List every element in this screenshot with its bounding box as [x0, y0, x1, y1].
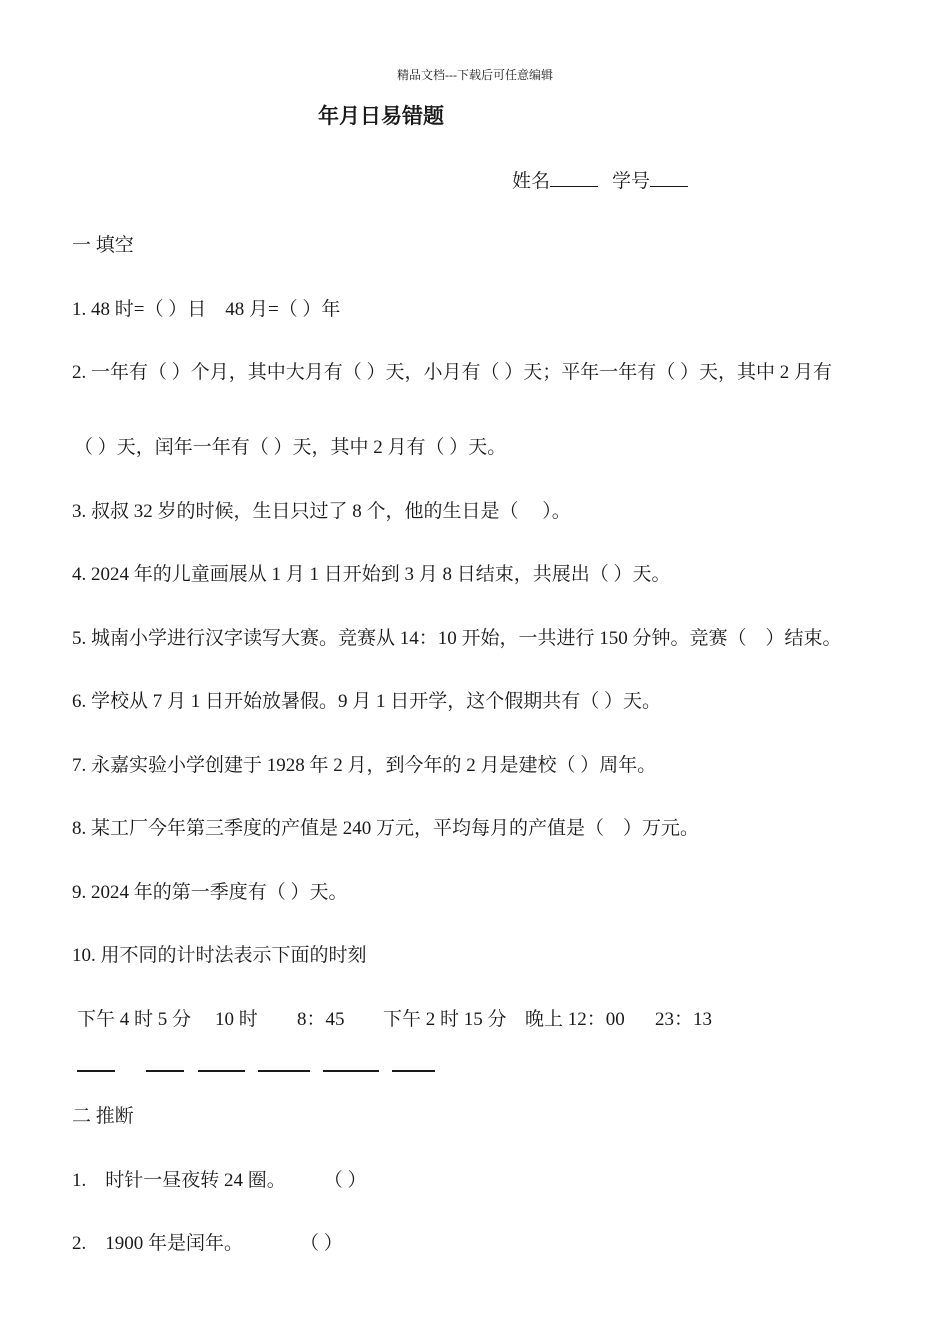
question-2-line-1: 2. 一年有（ ）个月，其中大月有（ ）天，小月有（ ）天；平年一年有（ ）天，其中 2 月有	[72, 362, 833, 383]
answer-line[interactable]	[146, 1070, 184, 1072]
judge-question-2: 2. 1900 年是闰年。 （ ）	[72, 1233, 343, 1254]
question-3: 3. 叔叔 32 岁的时候，生日只过了 8 个，他的生日是（ ）。	[72, 501, 571, 522]
time-item: 23：13	[655, 1009, 713, 1030]
question-10: 10. 用不同的计时法表示下面的时刻	[72, 945, 367, 966]
time-list	[77, 1004, 712, 1031]
page-title: 年月日易错题	[318, 104, 444, 128]
question-5: 5. 城南小学进行汉字读写大赛。竞赛从 14：10 开始，一共进行 150 分钟。竞赛（ ）结束。	[72, 628, 842, 649]
name-label: 姓名	[512, 171, 551, 192]
question-2-line-2: （ ）天，闰年一年有（ ）天，其中 2 月有（ ）天。	[74, 437, 507, 458]
section-judge-heading: 二 推断	[72, 1106, 134, 1127]
answer-line[interactable]	[198, 1070, 245, 1072]
question-1: 1. 48 时=（ ）日 48 月=（ ）年	[72, 299, 341, 320]
answer-line[interactable]	[323, 1070, 379, 1072]
question-7: 7. 永嘉实验小学创建于 1928 年 2 月，到今年的 2 月是建校（ ）周年。	[72, 755, 657, 776]
id-label: 学号	[612, 171, 651, 192]
question-8: 8. 某工厂今年第三季度的产值是 240 万元，平均每月的产值是（ ）万元。	[72, 818, 700, 839]
time-item: 下午 2 时 15 分	[383, 1009, 507, 1030]
section-fill-heading: 一 填空	[72, 235, 134, 256]
answer-line[interactable]	[77, 1070, 115, 1072]
time-item: 下午 4 时 5 分	[77, 1009, 192, 1030]
name-blank[interactable]	[550, 167, 598, 187]
student-info	[512, 166, 688, 193]
question-9: 9. 2024 年的第一季度有（ ）天。	[72, 882, 348, 903]
time-item: 8：45	[297, 1009, 345, 1030]
id-blank[interactable]	[650, 167, 688, 187]
time-item: 10 时	[215, 1009, 258, 1030]
time-item: 晚上 12：00	[525, 1009, 625, 1030]
answer-line[interactable]	[392, 1070, 435, 1072]
question-6: 6. 学校从 7 月 1 日开始放暑假。9 月 1 日开学，这个假期共有（ ）天。	[72, 691, 662, 712]
answer-line[interactable]	[258, 1070, 310, 1072]
question-4: 4. 2024 年的儿童画展从 1 月 1 日开始到 3 月 8 日结束，共展出（ ）天。	[72, 564, 671, 585]
judge-question-1: 1. 时针一昼夜转 24 圈。 （ ）	[72, 1170, 367, 1191]
page-header: 精品文档---下载后可任意编辑	[397, 68, 553, 82]
